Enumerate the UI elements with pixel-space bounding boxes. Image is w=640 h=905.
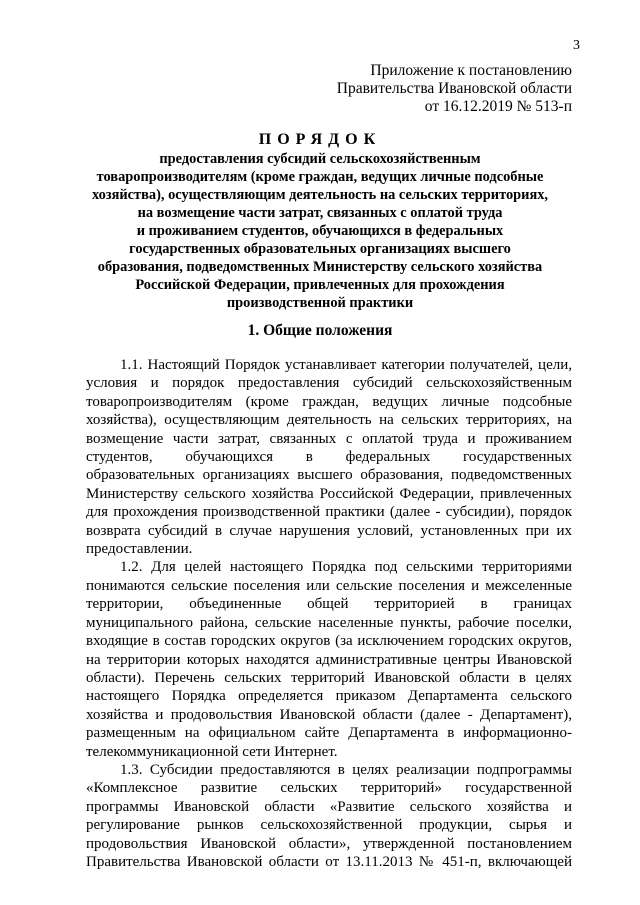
subtitle-line: Российской Федерации, привлеченных для прохождения [135,277,505,293]
appendix-note [300,62,572,116]
text-line: входящие в состав городских округов (за исключением городских округов, [86,633,572,650]
text-line: хозяйства и продовольствия Ивановской области (далее - Департамент), [86,706,572,723]
text-line: продовольствия Ивановской области», утвержденной постановлением [86,835,572,852]
text-line: Министерству сельского хозяйства Российской Федерации, привлеченных [86,485,572,502]
text-line: возврата субсидий в случае нарушения условий, установленных при их [86,522,572,539]
text-line: на территории которых находятся административные центры Ивановской [86,651,572,668]
paragraph-1-1 [86,356,572,558]
text-line: образовательных организациях высшего образования, подведомственных [86,467,572,484]
paragraph-1-3 [86,761,572,871]
subtitle-line: товаропроизводителям (кроме граждан, ведущих личные подсобные [96,169,544,185]
text-line: настоящего Порядка определяется приказом Департамента сельского [86,688,572,705]
subtitle-line: производственной практики [226,295,414,311]
text-line: программы Ивановской области «Развитие сельского хозяйства и [86,798,572,815]
subtitle-line: хозяйства), осуществляющим деятельность на сельских территориях, [91,187,549,203]
text-line: территории, объединенные общей территорией в границах [86,596,572,613]
text-line: товаропроизводителям (кроме граждан, ведущих личные подсобные [86,393,572,410]
subtitle-line: предоставления субсидий сельскохозяйственным [159,151,481,167]
text-line: понимаются сельские поселения или сельские поселения и межселенные [86,577,572,594]
text-line: для прохождения производственной практики (далее - субсидии), порядок [86,504,572,521]
page-number: 3 [573,38,580,53]
subtitle-line: на возмещение части затрат, связанных с оплатой труда [137,205,503,221]
text-line: регулирование рынков сельскохозяйственной продукции, сырья и [86,817,572,834]
text-line: предоставлении. [86,541,193,558]
document-subtitle [0,150,640,312]
appendix-line: от 16.12.2019 № 513-п [424,98,572,115]
text-line: телекоммуникационной сети Интернет. [86,743,338,760]
text-line: условия и порядок предоставления субсидий сельскохозяйственным [86,375,572,392]
appendix-line: Правительства Ивановской области [336,80,572,97]
body-text [86,356,572,871]
subtitle-line: образования, подведомственных Министерству сельского хозяйства [97,259,543,275]
text-line: 1.1. Настоящий Порядок устанавливает категории получателей, цели, [120,357,572,373]
text-line: области). Перечень сельских территорий Ивановской области в целях [86,669,572,686]
section-heading: 1. Общие положения [247,322,393,339]
text-line: студентов, обучающихся в федеральных государственных [86,449,572,466]
paragraph-1-2 [86,558,572,760]
text-line: «Комплексное развитие сельских территорий» государственной [86,780,572,797]
text-line: хозяйства), осуществляющим деятельность на сельских территориях, на [86,412,572,429]
text-line: Правительства Ивановской области от 13.11.2013 № 451-п, включающей [86,853,572,870]
text-line: 1.2. Для целей настоящего Порядка под сельскими территориями [120,559,572,576]
text-line: муниципального района, сельские населенные пункты, рабочие поселки, [86,614,572,631]
text-line: 1.3. Субсидии предоставляются в целях реализации подпрограммы [120,761,572,778]
subtitle-line: и проживанием студентов, обучающихся в федеральных [136,223,504,239]
document-title: ПОРЯДОК [258,131,382,148]
subtitle-line: государственных образовательных организациях высшего [129,241,511,257]
appendix-line: Приложение к постановлению [370,62,572,79]
text-line: размещенным на официальном сайте Департамента в информационно- [86,725,572,742]
text-line: возмещение части затрат, связанных с оплатой труда и проживанием [86,430,572,447]
